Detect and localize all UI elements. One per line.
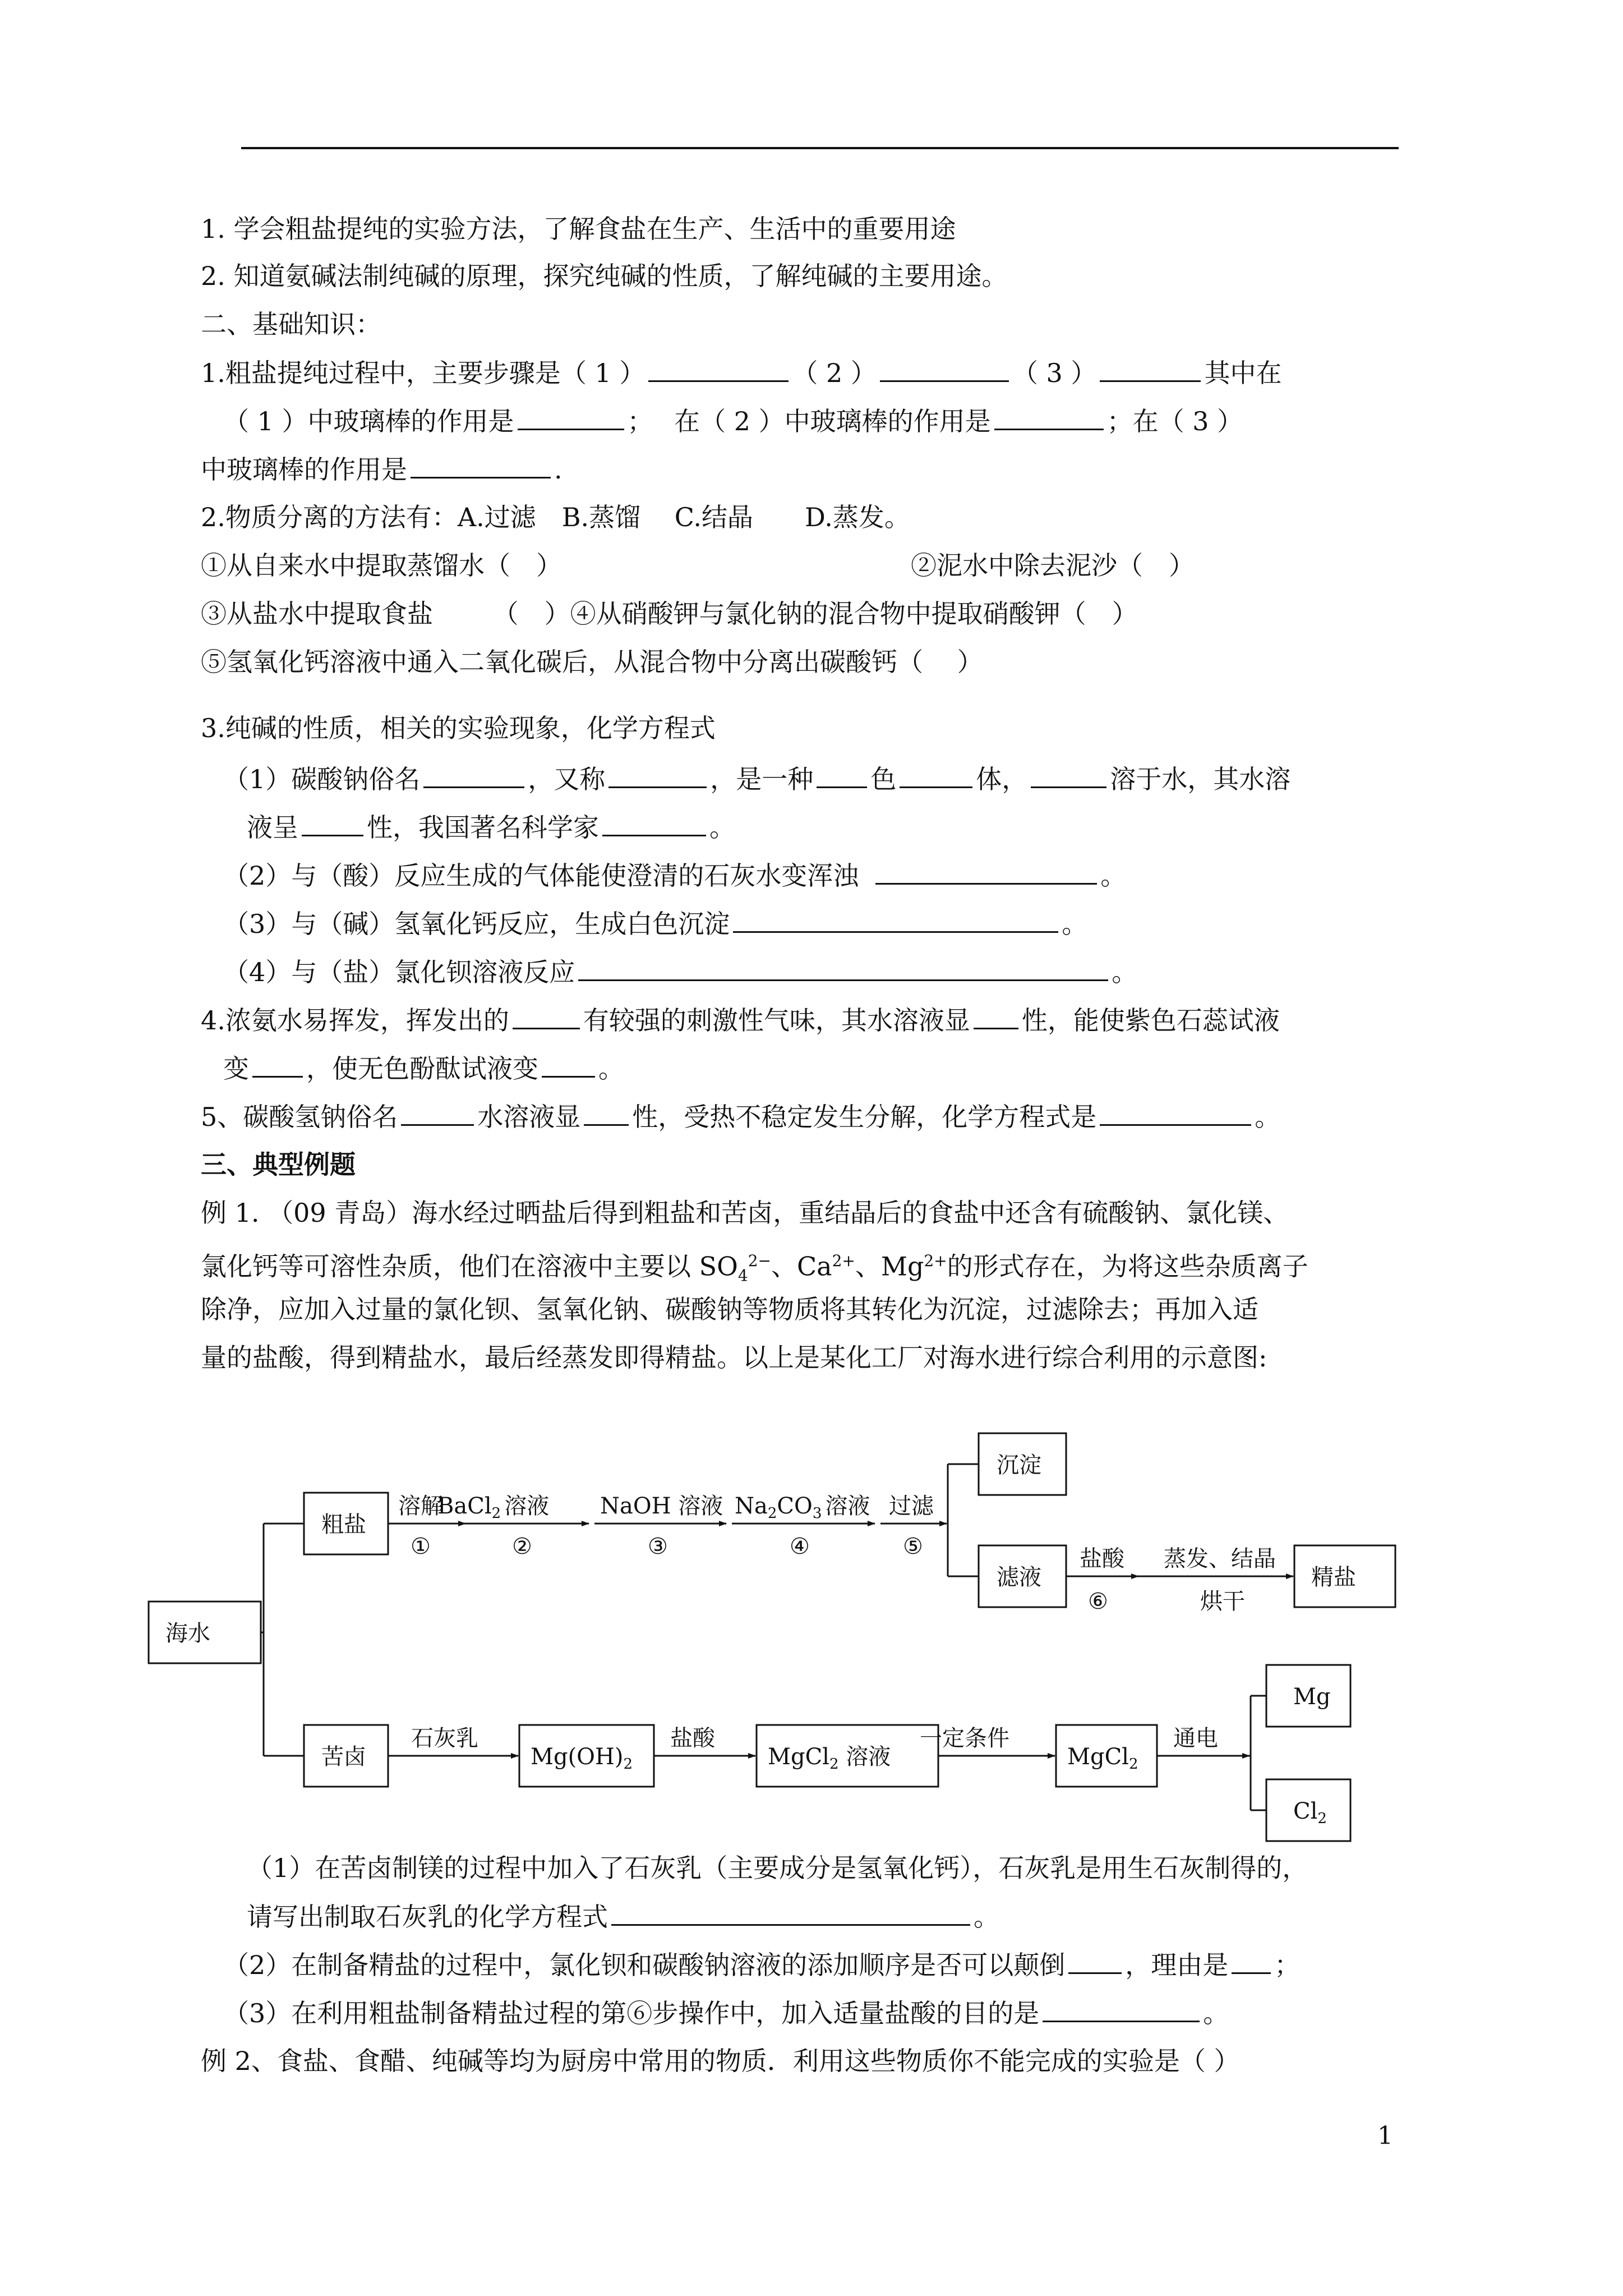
question-5-line: 5、碳酸氢钠俗名 水溶液显 性，受热不稳定发生分解，化学方程式是 。: [201, 1099, 1280, 1134]
label-step-1: ①: [411, 1534, 431, 1559]
example-1-line-4: 量的盐酸，得到精盐水，最后经蒸发即得精盐。以上是某化工厂对海水进行综合利用的示意图:: [201, 1342, 1267, 1373]
question-4-line-2: 变 ，使无色酚酞试液变 。: [223, 1051, 624, 1085]
example-1-question-1a: （1）在苦卤制镁的过程中加入了石灰乳（主要成分是氢氧化钙），石灰乳是用生石灰制得的，: [247, 1853, 1308, 1883]
label-crude-salt: 粗盐: [321, 1512, 366, 1538]
section-typical-examples: 三、典型例题: [201, 1149, 356, 1180]
label-hcl-1: 盐酸: [1080, 1546, 1124, 1572]
label-filter: 过滤: [889, 1493, 934, 1519]
question-2-options: 2.物质分离的方法有：A.过滤 B.蒸馏 C.结晶 D.蒸发。: [201, 502, 910, 532]
label-precipitate: 沉淀: [997, 1452, 1041, 1478]
label-electrolysis: 通电: [1173, 1726, 1218, 1751]
label-dry: 烘干: [1200, 1589, 1245, 1614]
label-bacl2: BaCl$_2$ 溶液: [437, 1493, 550, 1522]
label-cl2: $Cl_2$: [1293, 1798, 1327, 1827]
label-step-3: ③: [648, 1534, 668, 1559]
section-basic-knowledge: 二、基础知识：: [201, 309, 381, 339]
label-refined-salt: 精盐: [1311, 1565, 1356, 1590]
label-step-6: ⑥: [1088, 1589, 1108, 1614]
label-condition: 一定条件: [920, 1726, 1009, 1751]
question-3-line-2: 液呈 性，我国著名科学家 。: [247, 810, 735, 844]
label-evaporate: 蒸发、结晶: [1164, 1546, 1276, 1572]
question-2-item-5: ⑤氢氧化钙溶液中通入二氧化碳后，从混合物中分离出碳酸钙（ ）: [201, 647, 983, 677]
objective-1: 1. 学会粗盐提纯的实验方法，了解食盐在生产、生活中的重要用途: [201, 214, 956, 244]
label-hcl-2: 盐酸: [670, 1726, 715, 1751]
label-seawater: 海水: [165, 1621, 210, 1646]
example-1-line-1: 例 1. （09 青岛）海水经过晒盐后得到粗盐和苦卤，重结晶后的食盐中还含有硫酸钠、氯化镁、: [201, 1198, 1289, 1228]
question-3-line-3: （2）与（酸）反应生成的气体能使澄清的石灰水变浑浊 。: [223, 858, 1126, 892]
label-step-4: ④: [790, 1534, 810, 1559]
question-1-line-3: 中玻璃棒的作用是 .: [201, 452, 562, 486]
question-3-line-5: （4）与（盐）氯化钡溶液反应 。: [223, 955, 1137, 989]
question-1-line-2: （ 1 ）中玻璃棒的作用是 ； 在（ 2 ）中玻璃棒的作用是 ；在（ 3 ）: [223, 404, 1243, 438]
answer-blank[interactable]: [1068, 1948, 1122, 1974]
question-2-item-3-4: ③从盐水中提取食盐 （ ）④从硝酸钾与氯化钠的混合物中提取硝酸钾（ ）: [201, 599, 1138, 629]
label-mgoh2: $Mg(OH)_2$: [531, 1744, 633, 1773]
answer-blank[interactable]: [611, 1899, 970, 1926]
label-mg: Mg: [1293, 1684, 1331, 1710]
label-lime-milk: 石灰乳: [411, 1726, 478, 1751]
example-1-question-3: （3）在利用粗盐制备精盐过程的第⑥步操作中，加入适量盐酸的目的是 。: [223, 1996, 1229, 2030]
example-1-question-1b: 请写出制取石灰乳的化学方程式 。: [247, 1899, 999, 1934]
label-mgcl2-solution: MgCl$_2$ 溶液: [768, 1744, 891, 1773]
example-1-line-2: 氯化钙等可溶性杂质，他们在溶液中主要以 $SO_4^{2-}$、$Ca^{2+}$、$Mg^{2+}$的形式存在，为将这些杂质离子: [201, 1251, 1308, 1285]
label-step-5: ⑤: [903, 1534, 923, 1559]
page-number: 1: [1377, 2122, 1393, 2150]
label-mgcl2: MgCl$_2$: [1067, 1744, 1138, 1773]
answer-blank[interactable]: [1232, 1948, 1271, 1974]
question-3-line-1: （1）碳酸钠俗名 ，又称 ，是一种 色 体， 溶于水，其水溶: [223, 762, 1290, 796]
question-3-title: 3.纯碱的性质，相关的实验现象，化学方程式: [201, 713, 716, 743]
label-na2co3: $Na_2CO_3$ 溶液: [735, 1493, 870, 1522]
label-bittern: 苦卤: [321, 1744, 366, 1770]
objective-2: 2. 知道氨碱法制纯碱的原理，探究纯碱的性质，了解纯碱的主要用途。: [201, 261, 1008, 291]
label-naoh: NaOH 溶液: [600, 1493, 723, 1519]
question-3-line-4: （3）与（碱）氢氧化钙反应，生成白色沉淀 。: [223, 907, 1087, 941]
label-step-2: ②: [512, 1534, 532, 1559]
question-2-item-1: ①从自来水中提取蒸馏水（ ）: [201, 550, 562, 581]
label-dissolve: 溶解: [398, 1493, 443, 1519]
example-1-line-3: 除净，应加入过量的氯化钡、氢氧化钠、碳酸钠等物质将其转化为沉淀，过滤除去；再加入适: [201, 1294, 1258, 1324]
example-1-question-2: （2）在制备精盐的过程中，氯化钡和碳酸钠溶液的添加顺序是否可以颠倒 ，理由是 ；: [223, 1948, 1300, 1982]
question-2-item-2: ②泥水中除去泥沙（ ）: [911, 550, 1195, 581]
label-filtrate: 滤液: [997, 1565, 1041, 1590]
answer-blank[interactable]: [1043, 1996, 1200, 2022]
question-1-line-1: 1.粗盐提纯过程中，主要步骤是（ 1 ） （ 2 ） （ 3 ） 其中在: [201, 356, 1281, 390]
question-4-line-1: 4.浓氨水易挥发，挥发出的 有较强的刺激性气味，其水溶液显 性，能使紫色石蕊试液: [201, 1003, 1280, 1037]
example-2: 例 2、食盐、食醋、纯碱等均为厨房中常用的物质．利用这些物质你不能完成的实验是（ ）: [201, 2046, 1240, 2076]
